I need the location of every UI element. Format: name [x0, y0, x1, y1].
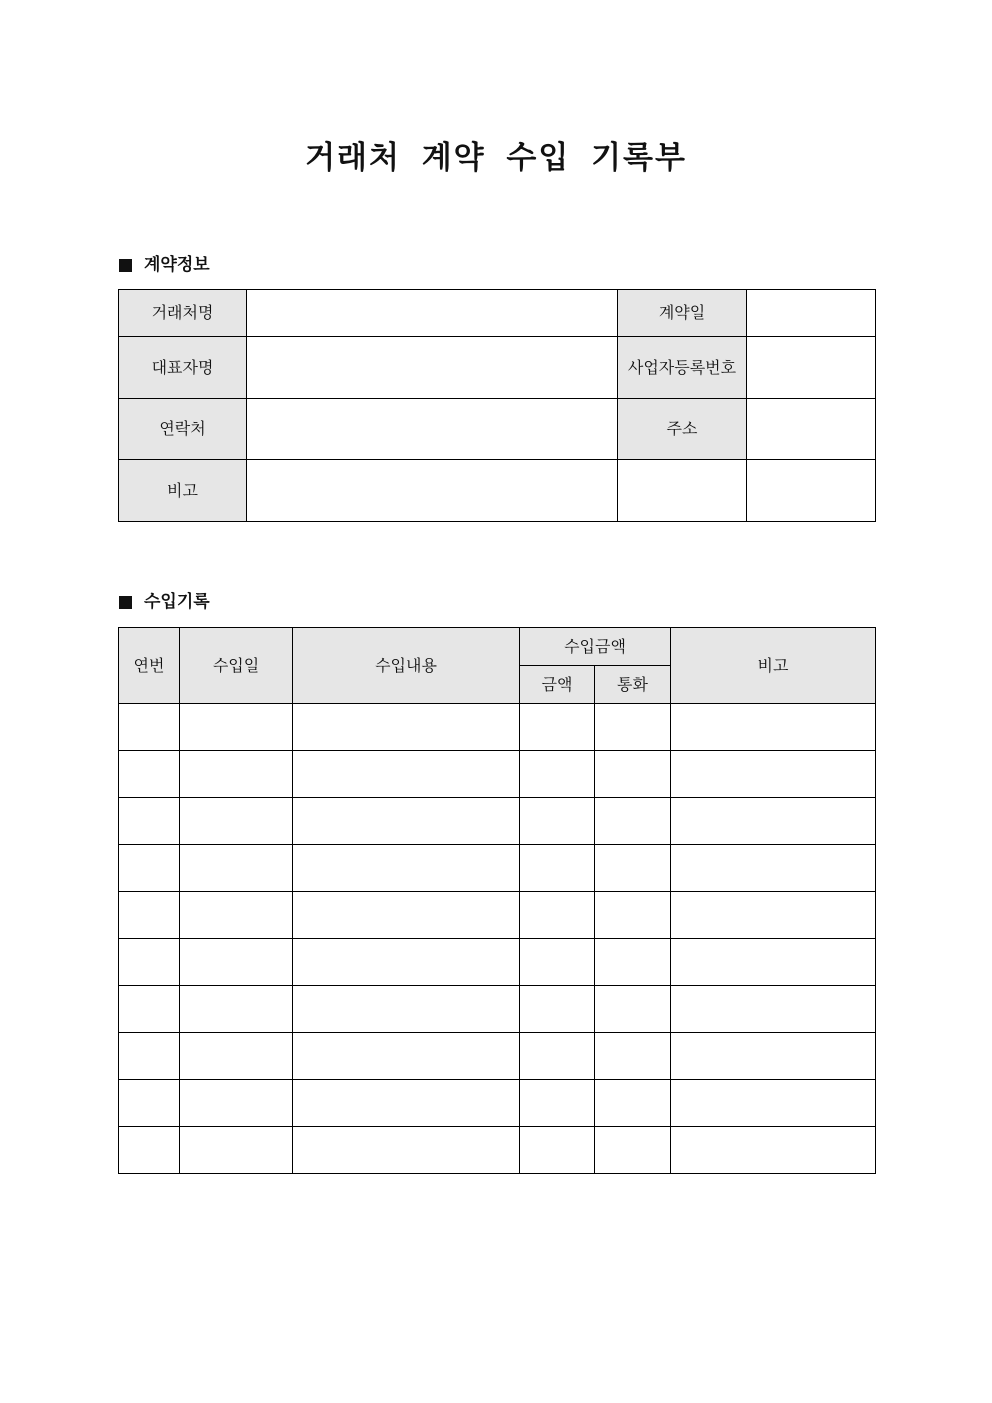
record-cell-notes[interactable]: [671, 751, 876, 798]
notes-label: 비고: [119, 460, 247, 522]
record-cell-description[interactable]: [293, 1080, 520, 1127]
table-row: [119, 704, 876, 751]
record-cell-amount[interactable]: [520, 1080, 595, 1127]
table-row: [119, 1127, 876, 1174]
income-record-table: [118, 627, 876, 1174]
representative-label: 대표자명: [119, 337, 247, 399]
table-row: [119, 798, 876, 845]
notes-field[interactable]: [247, 460, 618, 522]
column-header-amount-group: 수입금액: [520, 628, 671, 666]
record-cell-date[interactable]: [180, 986, 293, 1033]
record-cell-amount[interactable]: [520, 939, 595, 986]
table-row: [119, 939, 876, 986]
record-cell-amount[interactable]: [520, 986, 595, 1033]
square-bullet-icon: [119, 596, 132, 609]
column-header-amount: 금액: [520, 666, 595, 704]
record-cell-description[interactable]: [293, 1033, 520, 1080]
contract-date-field[interactable]: [747, 290, 876, 337]
record-cell-date[interactable]: [180, 751, 293, 798]
record-cell-notes[interactable]: [671, 1127, 876, 1174]
record-cell-currency[interactable]: [595, 704, 671, 751]
record-cell-seq[interactable]: [119, 704, 180, 751]
record-cell-notes[interactable]: [671, 845, 876, 892]
record-cell-description[interactable]: [293, 751, 520, 798]
contact-label: 연락처: [119, 399, 247, 460]
table-row: [119, 751, 876, 798]
record-cell-currency[interactable]: [595, 892, 671, 939]
record-cell-amount[interactable]: [520, 1127, 595, 1174]
record-cell-notes[interactable]: [671, 704, 876, 751]
page-title: 거래처 계약 수입 기록부: [305, 140, 687, 176]
table-row: [119, 1080, 876, 1127]
record-cell-amount[interactable]: [520, 751, 595, 798]
record-cell-date[interactable]: [180, 1127, 293, 1174]
record-cell-currency[interactable]: [595, 939, 671, 986]
table-row: [119, 892, 876, 939]
table-row: [119, 986, 876, 1033]
record-cell-amount[interactable]: [520, 845, 595, 892]
address-label: 주소: [618, 399, 747, 460]
record-cell-amount[interactable]: [520, 704, 595, 751]
record-cell-currency[interactable]: [595, 845, 671, 892]
record-cell-amount[interactable]: [520, 798, 595, 845]
record-cell-description[interactable]: [293, 798, 520, 845]
table-row: [119, 1033, 876, 1080]
record-cell-date[interactable]: [180, 892, 293, 939]
column-header-currency: 통화: [595, 666, 671, 704]
empty-cell: [618, 460, 747, 522]
record-cell-currency[interactable]: [595, 1127, 671, 1174]
section-heading-income-record: [119, 591, 210, 613]
section-heading-label: 수입기록: [144, 592, 210, 612]
record-cell-description[interactable]: [293, 845, 520, 892]
record-cell-description[interactable]: [293, 939, 520, 986]
business-reg-no-field[interactable]: [747, 337, 876, 399]
table-header-row: [119, 628, 876, 666]
record-cell-seq[interactable]: [119, 892, 180, 939]
record-cell-seq[interactable]: [119, 751, 180, 798]
record-cell-notes[interactable]: [671, 798, 876, 845]
record-cell-notes[interactable]: [671, 1033, 876, 1080]
record-cell-description[interactable]: [293, 1127, 520, 1174]
record-cell-notes[interactable]: [671, 986, 876, 1033]
record-cell-notes[interactable]: [671, 1080, 876, 1127]
record-rows: [119, 704, 876, 1174]
table-row: [119, 460, 876, 522]
representative-field[interactable]: [247, 337, 618, 399]
client-name-field[interactable]: [247, 290, 618, 337]
record-cell-seq[interactable]: [119, 798, 180, 845]
record-cell-seq[interactable]: [119, 845, 180, 892]
column-header-seq: 연번: [119, 628, 180, 704]
client-name-label: 거래처명: [119, 290, 247, 337]
record-cell-date[interactable]: [180, 704, 293, 751]
contact-field[interactable]: [247, 399, 618, 460]
record-cell-notes[interactable]: [671, 939, 876, 986]
record-cell-amount[interactable]: [520, 1033, 595, 1080]
record-cell-date[interactable]: [180, 1080, 293, 1127]
address-field[interactable]: [747, 399, 876, 460]
record-cell-seq[interactable]: [119, 1033, 180, 1080]
section-heading-contract-info: [119, 254, 210, 276]
column-header-notes: 비고: [671, 628, 876, 704]
record-cell-currency[interactable]: [595, 1033, 671, 1080]
record-cell-description[interactable]: [293, 704, 520, 751]
record-cell-currency[interactable]: [595, 798, 671, 845]
table-row: [119, 845, 876, 892]
record-cell-date[interactable]: [180, 1033, 293, 1080]
table-row: [119, 337, 876, 399]
empty-cell: [747, 460, 876, 522]
record-cell-date[interactable]: [180, 798, 293, 845]
business-reg-no-label: 사업자등록번호: [618, 337, 747, 399]
record-cell-description[interactable]: [293, 892, 520, 939]
record-cell-amount[interactable]: [520, 892, 595, 939]
record-cell-description[interactable]: [293, 986, 520, 1033]
record-cell-date[interactable]: [180, 845, 293, 892]
record-cell-date[interactable]: [180, 939, 293, 986]
table-row: [119, 290, 876, 337]
record-cell-currency[interactable]: [595, 751, 671, 798]
contract-date-label: 계약일: [618, 290, 747, 337]
column-header-date: 수입일: [180, 628, 293, 704]
section-heading-label: 계약정보: [144, 255, 210, 275]
record-cell-notes[interactable]: [671, 892, 876, 939]
contract-info-table: [118, 289, 876, 522]
table-row: [119, 399, 876, 460]
record-cell-seq[interactable]: [119, 939, 180, 986]
record-cell-seq[interactable]: [119, 986, 180, 1033]
record-cell-currency[interactable]: [595, 1080, 671, 1127]
record-cell-seq[interactable]: [119, 1080, 180, 1127]
column-header-description: 수입내용: [293, 628, 520, 704]
square-bullet-icon: [119, 259, 132, 272]
record-cell-seq[interactable]: [119, 1127, 180, 1174]
record-cell-currency[interactable]: [595, 986, 671, 1033]
